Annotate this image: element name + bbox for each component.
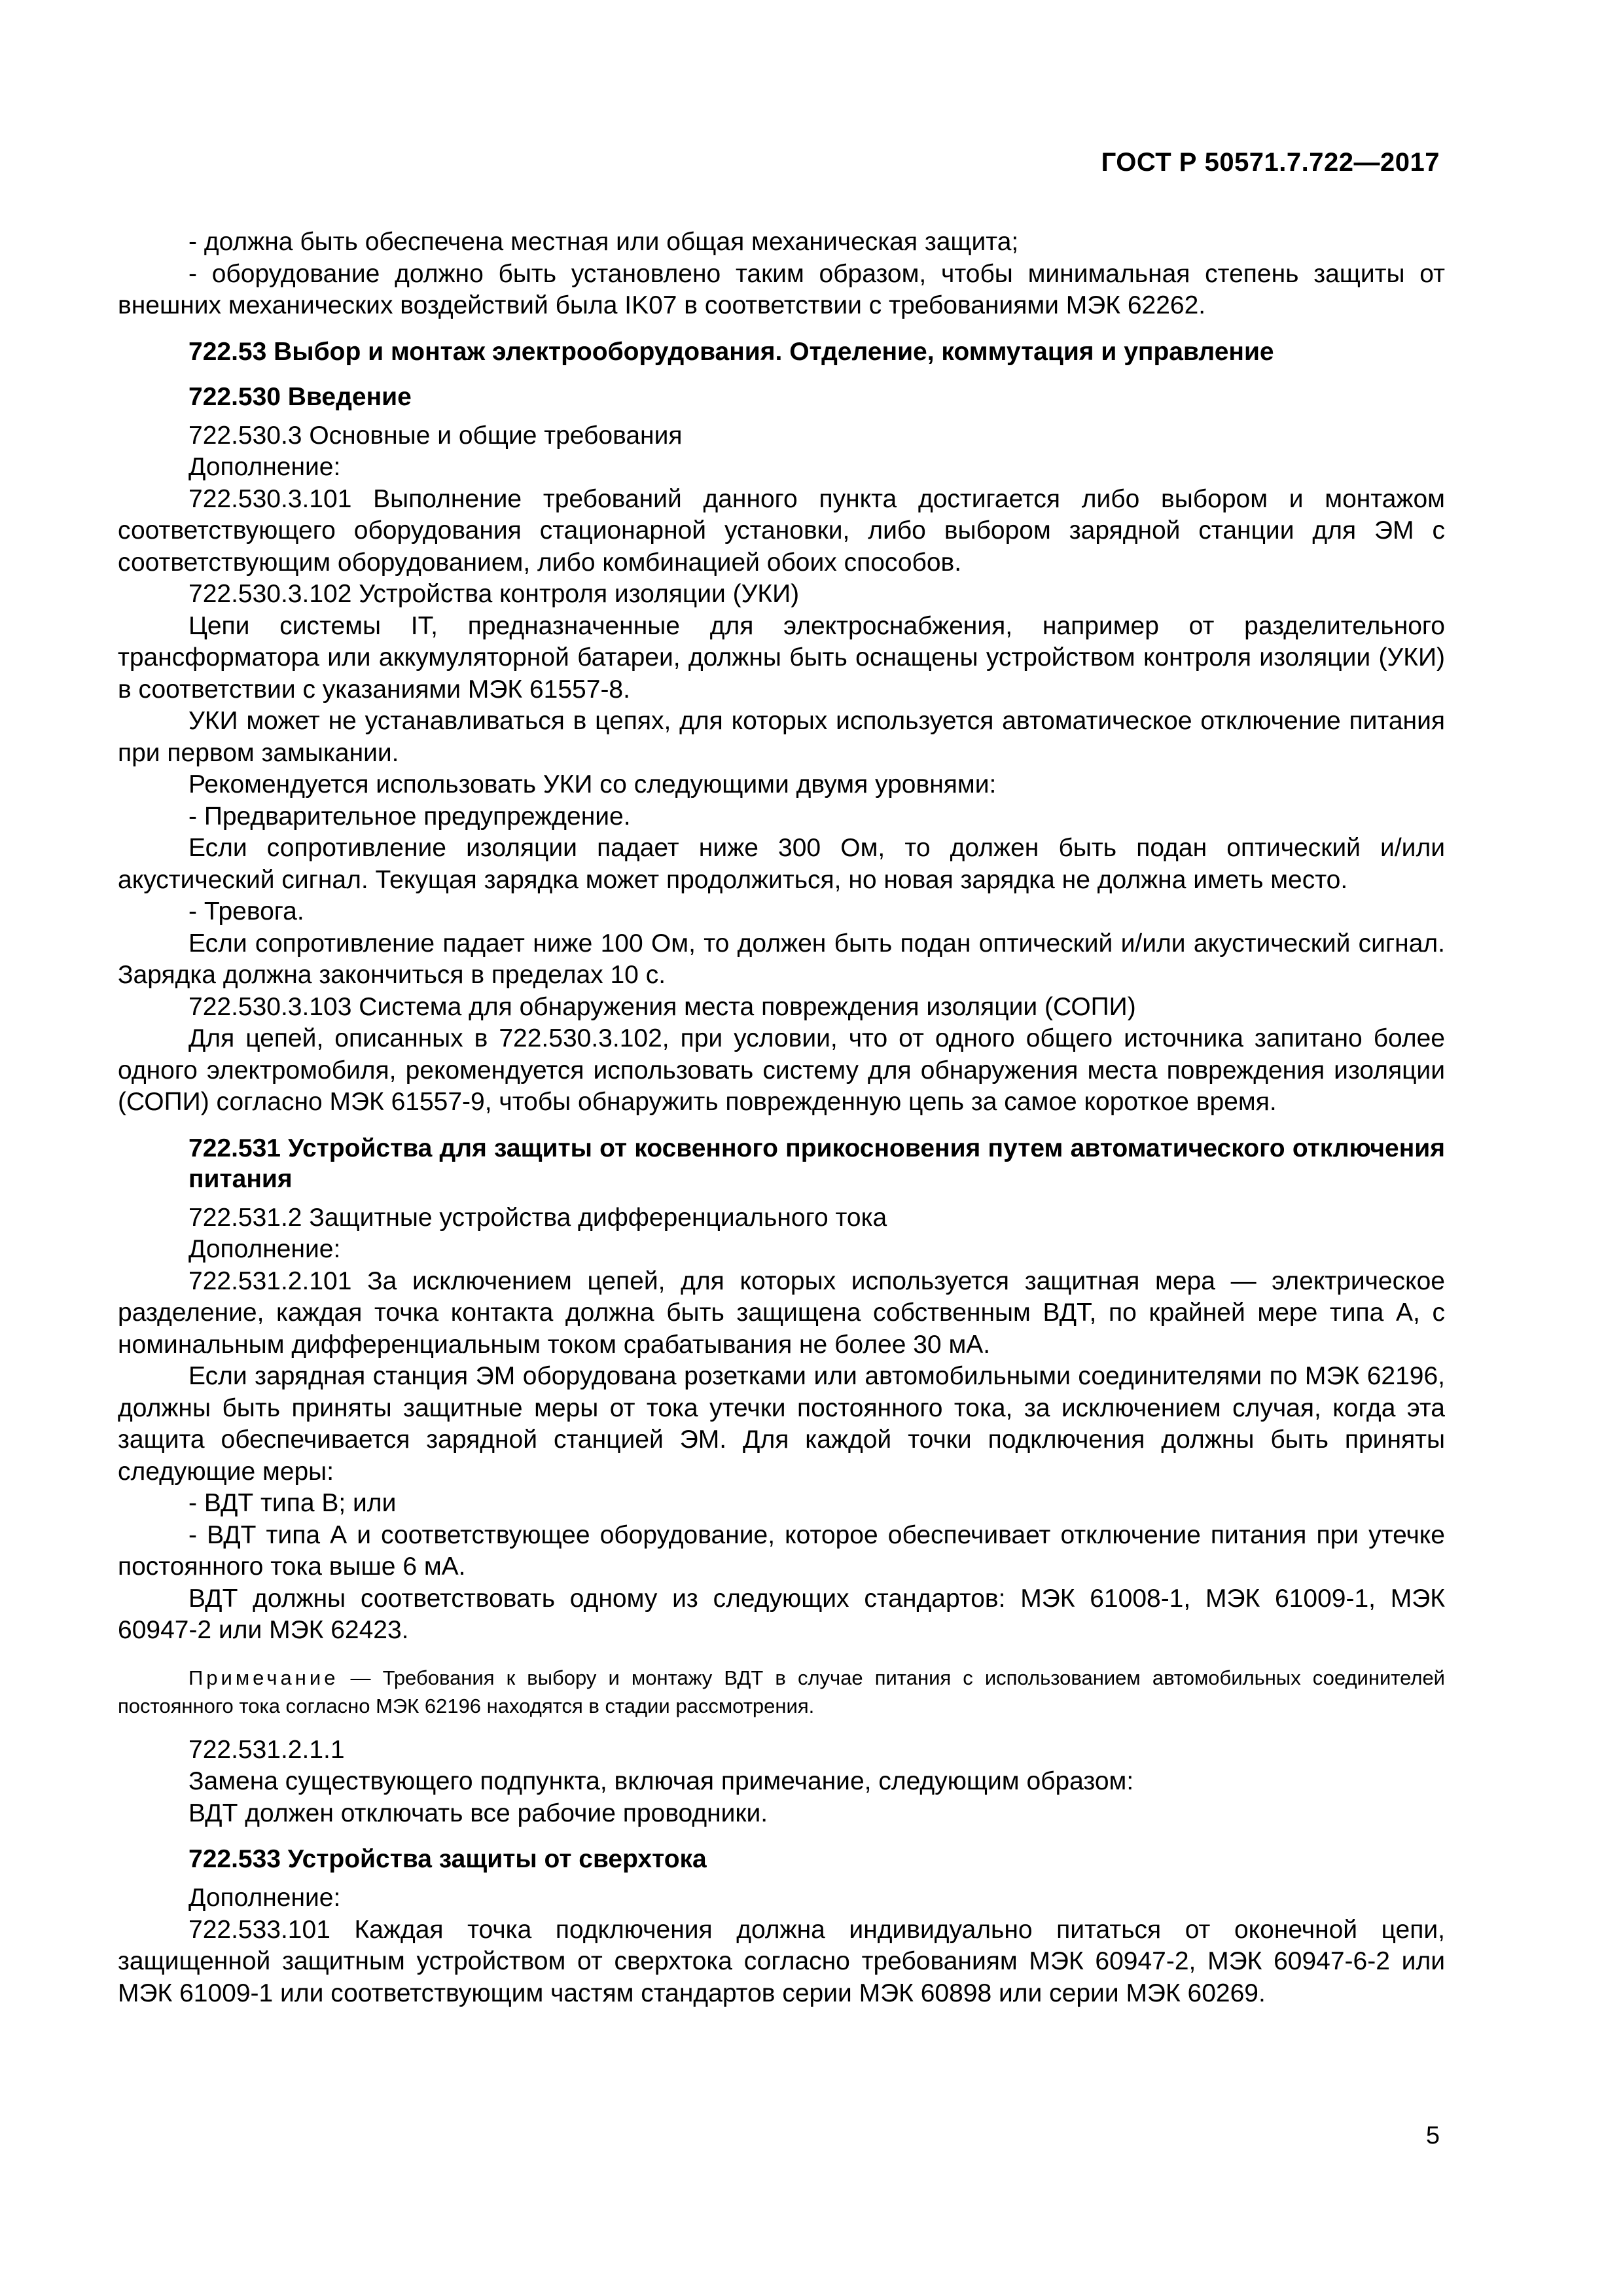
- paragraph: Дополнение:: [188, 1235, 341, 1263]
- document-body: [118, 226, 1445, 2009]
- paragraph: - Предварительное предупреждение.: [188, 802, 631, 831]
- paragraph: Замена существующего подпункта, включая примечание, следующим образом:: [188, 1767, 1134, 1795]
- paragraph: Рекомендуется использовать УКИ со следующими двумя уровнями:: [188, 770, 997, 798]
- paragraph: 722.530.3 Основные и общие требования: [188, 421, 683, 450]
- paragraph: - оборудование должно быть установлено таким образом, чтобы минимальная степень защиты от внешних механических воздействий была IK07 в соответствии с требованиями МЭК 62262.: [118, 259, 1445, 319]
- section-heading-722-533: 722.533 Устройства защиты от сверхтока: [188, 1845, 707, 1873]
- document-header: ГОСТ Р 50571.7.722—2017: [1101, 148, 1440, 177]
- paragraph: 722.530.3.101 Выполнение требований данного пункта достигается либо выбором и монтажом соответствующего оборудования стационарной установки, либо выбором зарядной станции для ЭМ с соответствующим оборудованием, либо комбинацией обоих способов.: [118, 484, 1445, 577]
- paragraph: Дополнение:: [188, 1884, 341, 1912]
- paragraph: ВДТ должны соответствовать одному из следующих стандартов: МЭК 61008-1, МЭК 61009-1, МЭК 60947-2 или МЭК 62423.: [118, 1584, 1445, 1644]
- section-heading-722-530: 722.530 Введение: [188, 382, 412, 411]
- paragraph: 722.531.2.1.1: [188, 1735, 345, 1764]
- paragraph: УКИ может не устанавливаться в цепях, для которых используется автоматическое отключение питания при первом замыкании.: [118, 707, 1445, 767]
- paragraph: ВДТ должен отключать все рабочие проводники.: [188, 1799, 768, 1827]
- note: [118, 1664, 1445, 1720]
- paragraph: Если сопротивление падает ниже 100 Ом, то должен быть подан оптический и/или акустический сигнал. Зарядка должна закончиться в пределах 10 с.: [118, 929, 1445, 989]
- paragraph: Если зарядная станция ЭМ оборудована розетками или автомобильными соединителями по МЭК 62196, должны быть приняты защитные меры от тока утечки постоянного тока, за исключением случая, когда эта защита обеспечивается зарядной станцией ЭМ. Для каждой точки подключения должны быть приняты следующие меры:: [118, 1362, 1445, 1486]
- paragraph: - ВДТ типа В; или: [188, 1489, 397, 1517]
- paragraph: 722.531.2.101 За исключением цепей, для которых используется защитная мера — электрическое разделение, каждая точка контакта должна быть защищена собственным ВДТ, по крайней мере типа А, с номинальным дифференциальным током срабатывания не более 30 мА.: [118, 1266, 1445, 1359]
- section-heading-722-531: 722.531 Устройства для защиты от косвенного прикосновения путем автоматического отключения питания: [188, 1134, 1445, 1193]
- paragraph: 722.533.101 Каждая точка подключения должна индивидуально питаться от оконечной цепи, защищенной защитным устройством от сверхтока согласно требованиям МЭК 60947-2, МЭК 60947-6-2 или МЭК 61009-1 или соответствующим частям стандартов серии МЭК 60898 или серии МЭК 60269.: [118, 1915, 1445, 2007]
- paragraph: Цепи системы IT, предназначенные для электроснабжения, например от разделительного трансформатора или аккумуляторной батареи, должны быть оснащены устройством контроля изоляции (УКИ) в соответствии с указаниями МЭК 61557-8.: [118, 611, 1445, 704]
- page-number: 5: [1425, 2122, 1440, 2149]
- paragraph: - должна быть обеспечена местная или общая механическая защита;: [188, 228, 1019, 256]
- paragraph: - ВДТ типа А и соответствующее оборудование, которое обеспечивает отключение питания при утечке постоянного тока выше 6 мА.: [118, 1520, 1445, 1581]
- paragraph: - Тревога.: [188, 897, 304, 925]
- paragraph: Для цепей, описанных в 722.530.3.102, при условии, что от одного общего источника запитано более одного электромобиля, рекомендуется использовать систему для обнаружения места повреждения изоляции (СОПИ) согласно МЭК 61557-9, чтобы обнаружить поврежденную цепь за самое короткое время.: [118, 1024, 1445, 1116]
- paragraph: Дополнение:: [188, 453, 341, 481]
- note-text: — Требования к выбору и монтажу ВДТ в случае питания с использованием автомобильных соединителей постоянного тока согласно МЭК 62196 находятся в стадии рассмотрения.: [118, 1666, 1445, 1717]
- note-label: Примечание: [188, 1666, 339, 1689]
- paragraph: Если сопротивление изоляции падает ниже 300 Ом, то должен быть подан оптический и/или акустический сигнал. Текущая зарядка может продолжиться, но новая зарядка не должна иметь место.: [118, 834, 1445, 894]
- paragraph: 722.530.3.103 Система для обнаружения места повреждения изоляции (СОПИ): [188, 992, 1136, 1021]
- section-heading-722-53: 722.53 Выбор и монтаж электрооборудования. Отделение, коммутация и управление: [188, 337, 1274, 366]
- paragraph: 722.531.2 Защитные устройства дифференциального тока: [188, 1203, 887, 1232]
- paragraph: 722.530.3.102 Устройства контроля изоляции (УКИ): [188, 580, 800, 608]
